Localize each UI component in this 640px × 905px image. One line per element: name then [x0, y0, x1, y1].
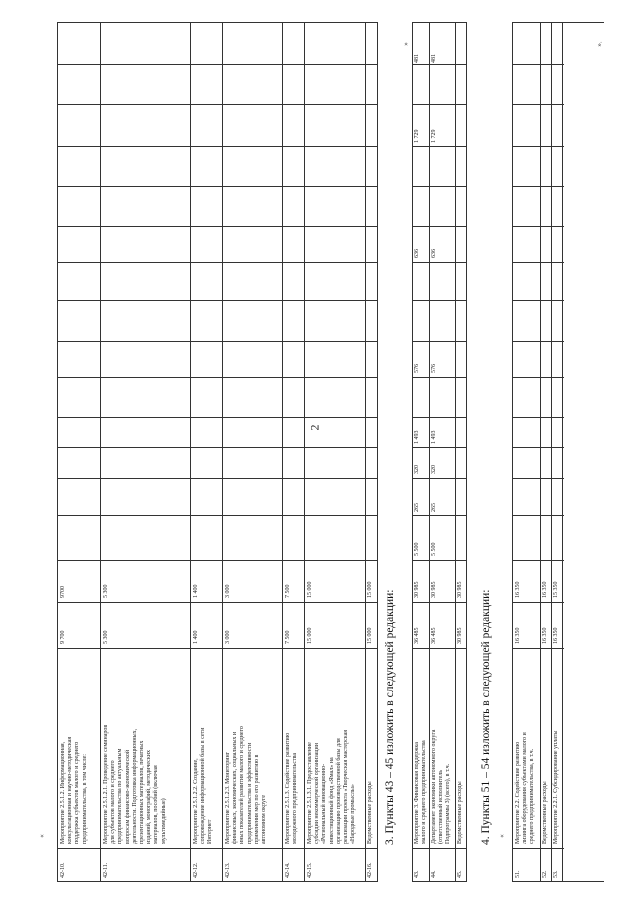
quote-mark: ».	[595, 41, 604, 47]
row-value: 16 350	[542, 581, 548, 598]
row-value: 636	[414, 249, 420, 258]
row-value: 1 729	[414, 129, 420, 143]
row-value: 7 500	[285, 584, 291, 598]
quote-mark: »	[401, 42, 410, 46]
row-value: 265	[414, 503, 420, 512]
row-value: 576	[414, 364, 420, 373]
row-text: Мероприятие 2.5.1.3.1. Предоставление субсидии некоммерческой организации «Региональный инновационно- инвестиционный фонд «Ямал» на организацию производственной базы для реализации проекта «Творческая мастерская «Народные промыслы»	[307, 730, 357, 844]
row-number: 51.	[515, 870, 521, 878]
row-value: 3 000	[225, 584, 231, 598]
row-text: Мероприятие 2.5.1.2.2. Создание, сопровождение информационной базы в сети Интернет	[193, 727, 214, 844]
row-value: 320	[414, 465, 420, 474]
row-value: 636	[431, 249, 437, 258]
row-text: Мероприятие 2.5.1.3. Содействие развитию молодежного предпринимательства	[285, 732, 299, 844]
row-number: 42-16.	[367, 862, 373, 878]
row-text: Ведомственные расходы	[542, 781, 548, 844]
row-number: 53.	[553, 870, 559, 878]
row-value: 30 985	[414, 581, 420, 598]
row-value: 1 400	[193, 584, 199, 598]
row-value: 15 000	[367, 581, 373, 598]
row-number: 42-14.	[285, 862, 291, 878]
section-heading: 3. Пункты 43 – 45 изложить в следующей редакции:	[384, 589, 396, 845]
row-number: 42-11.	[103, 862, 109, 878]
row-value: 1 493	[431, 430, 437, 444]
row-value: 16 350	[515, 627, 521, 644]
row-value: 1 400	[193, 630, 199, 644]
row-text: Мероприятие 2.5.1.2.3. Мониторинг финансовых, экономических, социальных и иных показателей развития малого и среднего предпринимательства и эффективности применения мер по его развитию в автономном округе	[225, 726, 268, 844]
row-value: 5 500	[414, 542, 420, 556]
row-number: 43.	[414, 870, 420, 878]
row-number: 42-15.	[307, 862, 313, 878]
row-value: 5 500	[431, 542, 437, 556]
section-heading: 4. Пункты 51 – 54 изложить в следующей редакции:	[480, 589, 492, 845]
row-value: 5 300	[103, 584, 109, 598]
row-value: 36 485	[414, 627, 420, 644]
row-value: 15 000	[307, 627, 313, 644]
row-number: 42-12.	[193, 862, 199, 878]
row-text: Департамент экономики автономного округа (ответственный исполнитель Подпрограммы 3) (всего), в т.ч.	[431, 729, 452, 844]
row-number: 52.	[542, 870, 548, 878]
row-text: Ведомственные расходы	[457, 781, 463, 844]
quote-mark: «	[497, 834, 506, 838]
row-text: Мероприятие 3. Финансовая поддержка малого и среднего предпринимательства	[414, 740, 428, 844]
row-value: 3 000	[225, 630, 231, 644]
row-text: Мероприятие 2.2. Содействие развитию лизинга оборудования субъектами малого и среднего предпринимательства, в т.ч.	[515, 732, 536, 844]
row-value: 5 300	[103, 630, 109, 644]
page-number: 2	[307, 424, 322, 431]
row-text: Мероприятие 2.5.1.2.1. Проведение семинаров для субъектов малого и среднего предпринимательства по актуальным вопросам финансово-экономической деятельности. Подготовка информационных, презентационных материалов, печатных изданий, монографий, методических материалов, пособий (включая мультимедийные)	[103, 724, 167, 844]
row-value: 1 729	[431, 129, 437, 143]
row-value: 1 493	[414, 430, 420, 444]
row-value: 9 700	[60, 630, 66, 644]
row-value: 30 985	[457, 627, 463, 644]
row-value: 320	[431, 465, 437, 474]
row-number: 44.	[431, 870, 437, 878]
row-number: 42-13.	[225, 862, 231, 878]
row-text: Мероприятие 2.5.1.2. Информационная, консультационная и научно-методическая поддержка субъектов малого и среднего предпринимательства, в том числе:	[60, 736, 88, 844]
row-number: 45.	[457, 870, 463, 878]
row-value: 16 350	[542, 627, 548, 644]
row-value: 481	[431, 54, 437, 63]
row-text: Ведомственные расходы	[367, 781, 373, 844]
row-value: 16 350	[515, 581, 521, 598]
row-value: 30 985	[457, 581, 463, 598]
row-value: 7 500	[285, 630, 291, 644]
row-value: 15 000	[367, 627, 373, 644]
row-value: 30 985	[431, 581, 437, 598]
row-value: 16 350	[553, 627, 559, 644]
row-number: 42-10.	[60, 862, 66, 878]
row-value: 15 000	[307, 581, 313, 598]
row-value: 36 485	[431, 627, 437, 644]
quote-mark: «	[37, 834, 46, 838]
row-value: 576	[431, 364, 437, 373]
row-value: 265	[431, 503, 437, 512]
row-text: Мероприятие 2.2.1. Субсидирование уплаты	[553, 730, 559, 844]
row-value: 481	[414, 54, 420, 63]
row-value: 15 350	[553, 581, 559, 598]
row-value: 9700	[60, 586, 66, 598]
